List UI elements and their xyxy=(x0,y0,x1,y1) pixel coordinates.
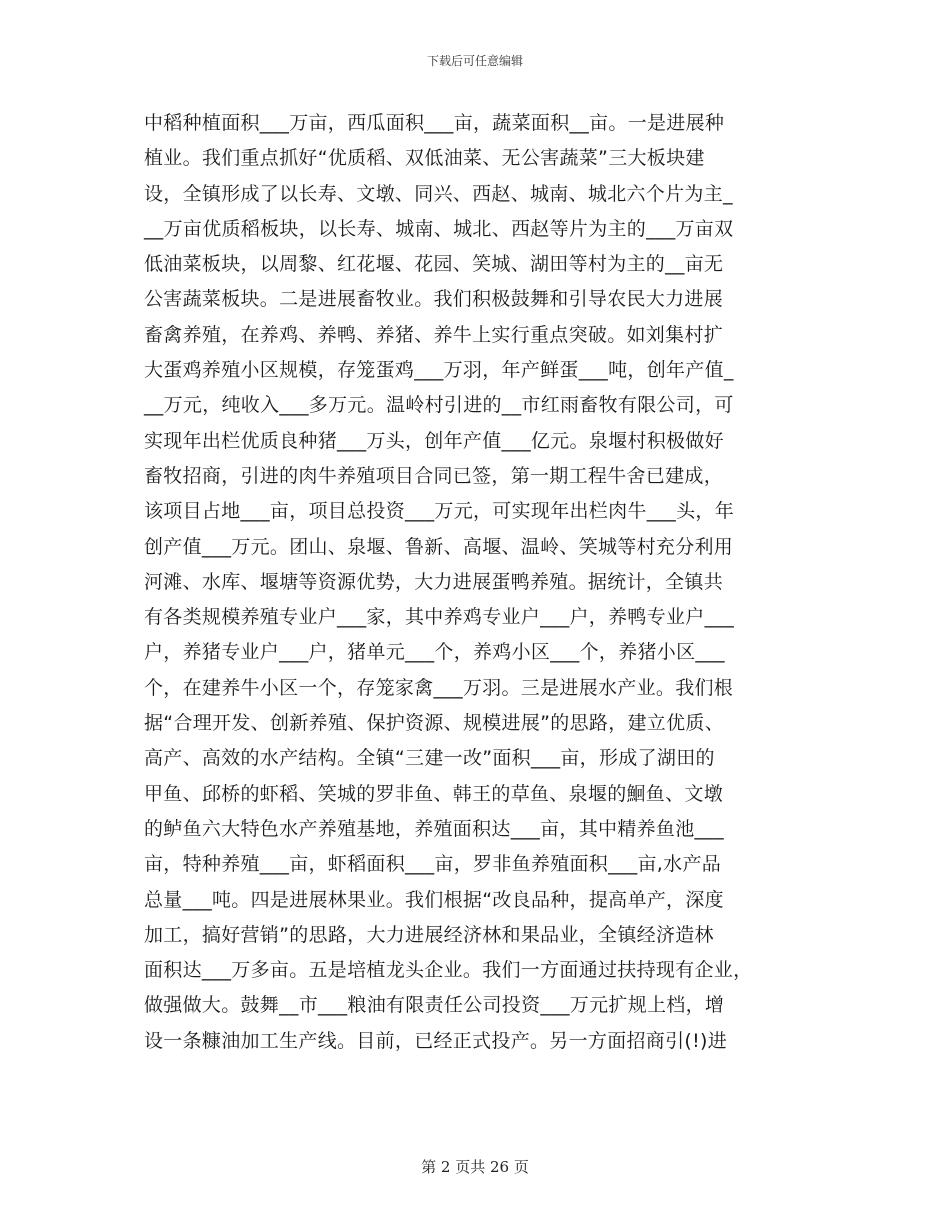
text-line: 大蛋鸡养殖小区规模，存笼蛋鸡___万羽，年产鲜蛋___吨，创年产值_ xyxy=(144,359,734,382)
text-line: 总量___吨。四是进展林果业。我们根据“改良品种，提高单产，深度 xyxy=(144,888,724,911)
page-number: 第 2 页共 26 页 xyxy=(421,1158,529,1176)
text-line: 河滩、水库、堰塘等资源优势，大力进展蛋鸭养殖。据统计，全镇共 xyxy=(144,570,724,593)
text-line: 高产、高效的水产结构。全镇“三建一改”面积___亩，形成了湖田的 xyxy=(144,747,715,770)
text-line: __万元，纯收入___多万元。温岭村引进的__市红雨畜牧有限公司，可 xyxy=(144,394,734,417)
text-line: 甲鱼、邱桥的虾稻、笑城的罗非鱼、韩王的草鱼、泉堰的鮰鱼、文墩 xyxy=(144,782,724,805)
text-line: 面积达___万多亩。五是培植龙头企业。我们一方面通过扶持现有企业， xyxy=(144,959,753,982)
text-line: 创产值___万元。团山、泉堰、鲁新、高堰、温岭、笑城等村充分利用 xyxy=(144,535,734,558)
text-line: 有各类规模养殖专业户___家，其中养鸡专业户___户，养鸭专业户___ xyxy=(144,606,735,629)
text-line: 的鲈鱼六大特色水产养殖基地，养殖面积达___亩，其中精养鱼池___ xyxy=(144,817,724,840)
text-line: 实现年出栏优质良种猪___万头，创年产值___亿元。泉堰村积极做好 xyxy=(144,429,724,452)
text-line: 加工，搞好营销”的思路，大力进展经济林和果品业，全镇经济造林 xyxy=(144,923,714,946)
text-line: 户，养猪专业户___户，猪单元___个，养鸡小区___个，养猪小区___ xyxy=(144,641,725,664)
text-line: 该项目占地___亩，项目总投资___万元，可实现年出栏肉牛___头，年 xyxy=(144,500,735,523)
text-line: 植业。我们重点抓好“优质稻、双低油菜、无公害蔬菜”三大板块建 xyxy=(144,147,705,170)
text-line: 畜禽养殖，在养鸡、养鸭、养猪、养牛上实行重点突破。如刘集村扩 xyxy=(144,323,724,346)
text-line: 亩，特种养殖___亩，虾稻面积___亩，罗非鱼养殖面积___亩,水产品 xyxy=(144,853,722,876)
document-body xyxy=(144,106,814,1059)
text-line: 个，在建养牛小区一个，存笼家禽___万羽。三是进展水产业。我们根 xyxy=(144,676,734,699)
page-header: 下载后可任意编辑 xyxy=(426,54,523,68)
text-line: 据“合理开发、创新养殖、保护资源、规模进展”的思路，建立优质、 xyxy=(144,712,724,735)
text-line: __万亩优质稻板块，以长寿、城南、城北、西赵等片为主的___万亩双 xyxy=(144,217,734,240)
text-line: 做强做大。鼓舞__市___粮油有限责任公司投资___万元扩规上档，增 xyxy=(144,994,725,1017)
text-line: 低油菜板块，以周黎、红花堰、花园、笑城、湖田等村为主的__亩无 xyxy=(144,253,724,276)
text-line: 公害蔬菜板块。二是进展畜牧业。我们积极鼓舞和引导农民大力进展 xyxy=(144,288,724,311)
text-line: 畜牧招商，引进的肉牛养殖项目合同已签，第一期工程牛舍已建成， xyxy=(144,464,724,487)
text-line: 设，全镇形成了以长寿、文墩、同兴、西赵、城南、城北六个片为主_ xyxy=(144,182,733,205)
text-line: 设一条糠油加工生产线。目前，已经正式投产。另一方面招商引(!)进 xyxy=(144,1029,728,1052)
text-line: 中稻种植面积___万亩，西瓜面积___亩，蔬菜面积__亩。一是进展种 xyxy=(144,112,725,134)
